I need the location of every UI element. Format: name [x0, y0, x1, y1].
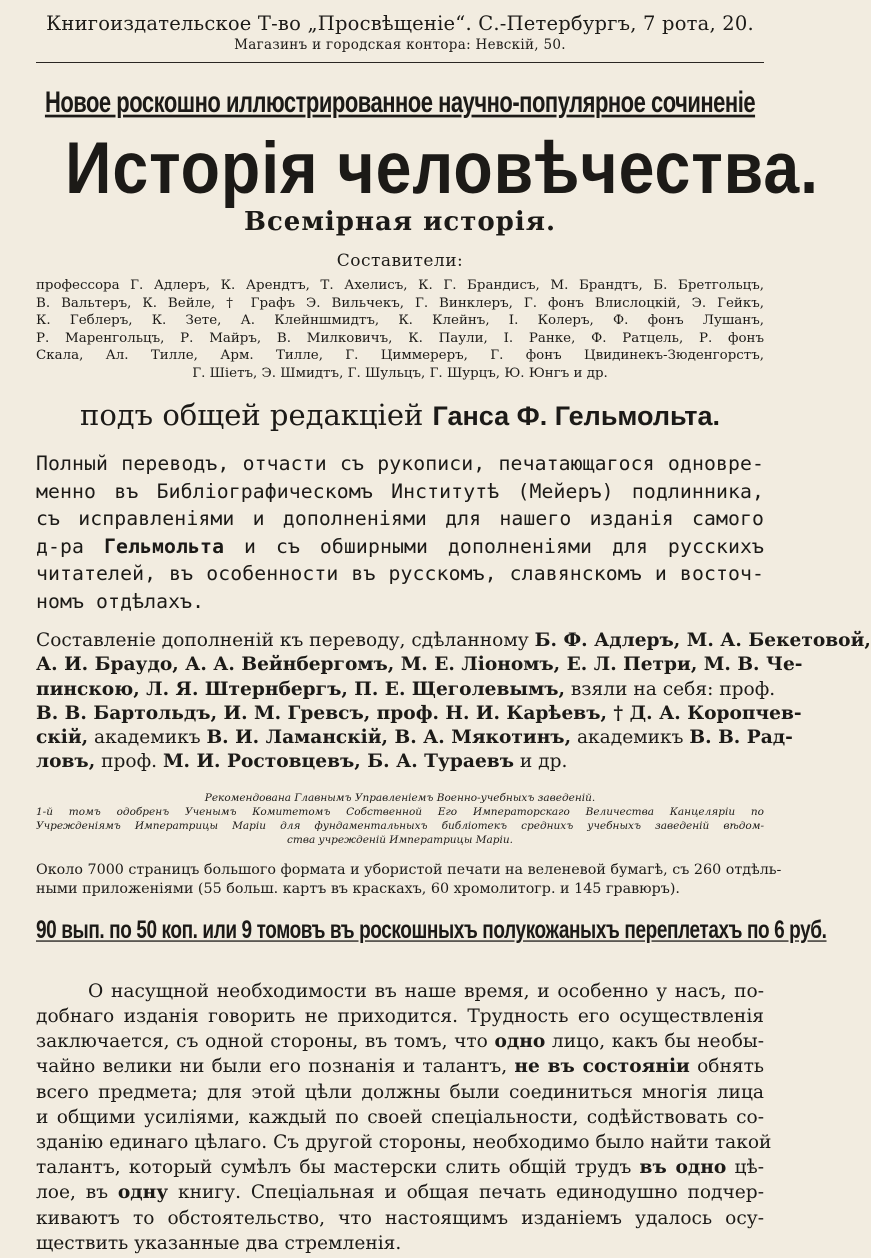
compilers-line: В. Вальтеръ, К. Вейле, † Графъ Э. Вильчекъ, Г. Винклеръ, Г. фонъ Влислоцкій, Э. Гейкъ,	[36, 295, 764, 311]
text-run: Составленіе дополненій къ переводу, сдѣланному	[36, 630, 535, 651]
recommendation-line: Рекомендована Главнымъ Управленіемъ Военно-учебныхъ заведеній.	[204, 791, 596, 804]
text-run: чайно велики ни были его познанія и талантъ,	[36, 1056, 515, 1078]
text-run-bold: одну	[117, 1182, 169, 1204]
text-run: академикъ	[571, 727, 690, 749]
text-run-bold: Гельмольта	[103, 534, 225, 558]
text-run-bold: не въ состояніи	[514, 1056, 690, 1078]
text-run: д-ра	[36, 534, 104, 558]
paragraph-line: читателей, въ особенности въ русскомъ, славянскомъ и восточ-	[36, 562, 764, 585]
compilers-line: профессора Г. Адлеръ, К. Арендтъ, Т. Ахелисъ, К. Г. Брандисъ, М. Брандтъ, Б. Бретгольцъ,	[36, 278, 764, 293]
editor-name: Ганса Ф. Гельмольта.	[432, 401, 720, 431]
paragraph-line	[36, 1029, 764, 1054]
paragraph-line: А. И. Браудо, А. А. Вейнбергомъ, М. Е. Ліономъ, Е. Л. Петри, М. В. Че-	[36, 654, 803, 676]
paragraph-line	[36, 750, 764, 774]
text-run: талантъ, который сумѣлъ бы мастерски слить общій трудъ	[36, 1157, 640, 1179]
recommendation-note	[36, 791, 764, 847]
paragraph-line	[36, 1180, 764, 1205]
header-rule	[36, 62, 764, 63]
paragraph-line: Полный переводъ, отчасти съ рукописи, печатающагося одновре-	[36, 452, 764, 475]
text-run: проф.	[95, 751, 163, 773]
text-run: заключается, съ одной стороны, въ томъ, что	[36, 1031, 495, 1053]
compilers-line: К. Геблеръ, К. Зете, А. Клейншмидтъ, К. Клейнъ, І. Колеръ, Ф. фонъ Лушанъ,	[36, 313, 764, 328]
recommendation-line: Учрежденіямъ Императрицы Маріи для фундаментальныхъ библіотекъ среднихъ учебныхъ заведеній вѣдом-	[36, 819, 764, 832]
paragraph-line: ществить указанные два стремленія.	[36, 1232, 402, 1254]
recommendation-line: ства учрежденій Императрицы Маріи.	[287, 833, 513, 846]
text-run: цѣ-	[726, 1157, 765, 1179]
supplements-paragraph	[36, 629, 871, 775]
text-run: взяли на себя: проф.	[564, 678, 776, 700]
paragraph-line: зданію единаго цѣлаго. Съ другой стороны, необходимо было найти такой	[36, 1132, 772, 1153]
text-run: книгу. Спеціальная и общая печать единодушно подчер-	[168, 1182, 764, 1204]
compilers-label: Составители:	[336, 251, 464, 271]
compilers-line: Скала, Ал. Тилле, Арм. Тилле, Г. Циммереръ, Г. фонъ Цвидинекъ-Зюденгорстъ,	[36, 348, 764, 363]
translation-paragraph	[36, 450, 764, 615]
text-run: и съ обширными дополненіями для русскихъ	[224, 534, 765, 558]
text-run-bold: въ одно	[639, 1157, 727, 1179]
text-run-bold: Б. Ф. Адлеръ, М. А. Бекетовой,	[534, 630, 871, 651]
text-run: и др.	[513, 751, 568, 773]
paragraph-line	[36, 533, 764, 561]
recommendation-line: 1-й томъ одобренъ Ученымъ Комитетомъ Собственной Его Императорскаго Величества Канцеляріи по	[36, 805, 764, 818]
text-run-bold: М. И. Ростовцевъ, Б. А. Тураевъ	[162, 751, 514, 773]
publisher-name: Книгоиздательское Т-во „Просвѣщеніе“. С.-Петербургъ, 7 рота, 20.	[46, 12, 754, 35]
editor-line	[36, 398, 764, 432]
sub-title: Всемірная исторія.	[243, 207, 556, 237]
paragraph-line: менно въ Библіографическомъ Институтѣ (Мейеръ) подлинника,	[36, 479, 764, 503]
paragraph-line: добнаго изданія говорить не приходится. Трудность его осуществленія	[36, 1005, 764, 1027]
intro-paragraph	[36, 979, 772, 1256]
text-run-bold: одно	[494, 1031, 546, 1053]
editor-prefix: подъ общей редакціей	[80, 398, 433, 432]
publisher-address: Магазинъ и городская контора: Невскій, 50.	[234, 37, 566, 53]
price-line: 90 вып. по 50 коп. или 9 томовъ въ роскошныхъ полукожаныхъ переплетахъ по 6 руб.	[36, 916, 827, 945]
paragraph-line: В. В. Бартольдъ, И. М. Гревсъ, проф. Н. И. Карѣевъ, † Д. А. Коропчев-	[36, 702, 802, 724]
paragraph-line	[36, 1155, 764, 1180]
text-run-bold: В. В. Рад-	[689, 727, 793, 749]
compilers-line: Г. Шіетъ, Э. Шмидтъ, Г. Шульцъ, Г. Шурцъ, Ю. Юнгъ и др.	[192, 365, 608, 381]
format-note	[36, 861, 782, 899]
format-line: ными приложеніями (55 больш. картъ въ краскахъ, 60 хромолитогр. и 145 гравюръ).	[36, 880, 680, 897]
text-run-bold: ловъ,	[36, 751, 96, 773]
work-description: Новое роскошно иллюстрированное научно-популярное сочиненіе	[44, 85, 756, 119]
text-run: лицо, какъ бы необы-	[545, 1031, 764, 1053]
text-run: обнять	[689, 1056, 764, 1078]
main-title: Исторія человѣчества.	[65, 126, 819, 209]
format-line: Около 7000 страницъ большого формата и убористой печати на веленевой бумагѣ, съ 260 отдѣль-	[36, 861, 782, 878]
paragraph-line: и общими усиліями, каждый по своей спеціальности, содѣйствовать со-	[36, 1106, 764, 1128]
paragraph-line: О насущной необходимости въ наше время, и особенно у насъ, по-	[88, 980, 764, 1002]
paragraph-line: киваютъ то обстоятельство, что настоящимъ изданіемъ удалось осу-	[36, 1207, 764, 1229]
compilers-line: Р. Маренгольцъ, Р. Майръ, В. Милковичъ, К. Паули, І. Ранке, Ф. Ратцель, Р. фонъ	[36, 330, 764, 346]
text-run: академикъ	[88, 727, 207, 749]
paragraph-line	[36, 726, 793, 750]
paragraph-line	[36, 629, 871, 653]
paragraph-line	[36, 1054, 764, 1079]
paragraph-line: съ исправленіями и дополненіями для нашего изданія самого	[36, 507, 764, 530]
text-run-bold: В. И. Ламанскій, В. А. Мякотинъ,	[206, 727, 572, 749]
text-run-bold: пинскою, Л. Я. Штернбергъ, П. Е. Щеголевымъ,	[36, 678, 565, 700]
text-run-bold: скій,	[36, 727, 89, 749]
compilers-list	[36, 277, 764, 382]
publisher-header	[36, 0, 764, 53]
text-run: лое, въ	[36, 1182, 118, 1204]
paragraph-line: всего предмета; для этой цѣли должны были соединиться многія лица	[36, 1081, 764, 1103]
paragraph-line: номъ отдѣлахъ.	[36, 589, 205, 613]
paragraph-line	[36, 678, 776, 702]
